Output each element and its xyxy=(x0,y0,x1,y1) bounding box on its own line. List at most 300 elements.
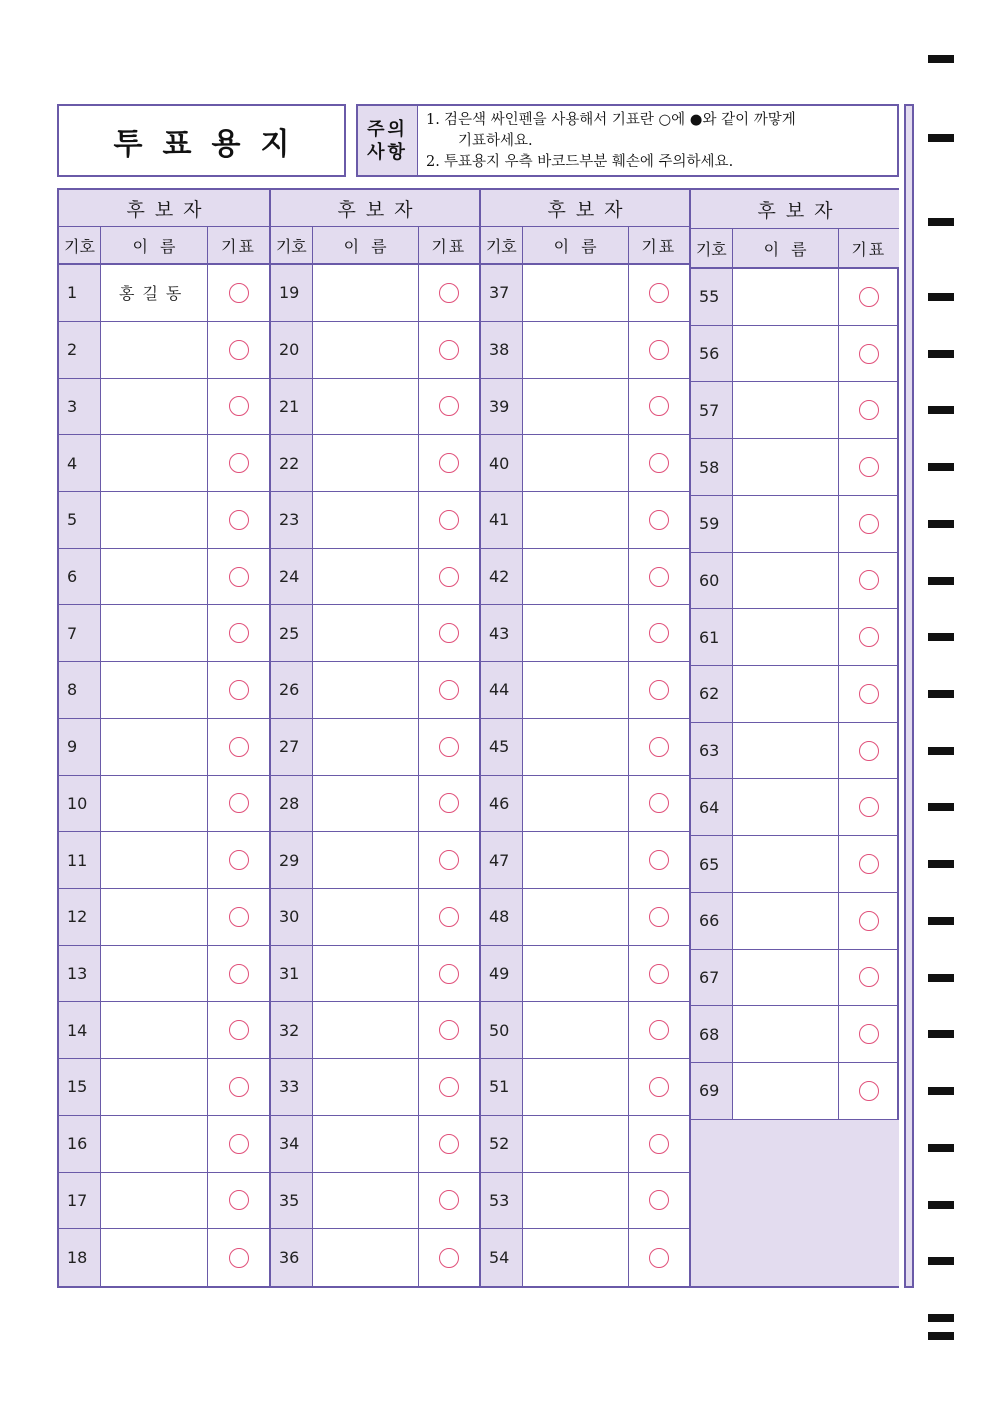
candidate-number: 12 xyxy=(59,889,101,945)
notice-item-2-number: 2. xyxy=(426,154,440,170)
candidate-name xyxy=(101,832,208,888)
candidate-row xyxy=(481,549,689,606)
empty-circle-icon[interactable] xyxy=(859,1024,879,1044)
empty-circle-icon[interactable] xyxy=(229,1077,249,1097)
empty-circle-icon[interactable] xyxy=(439,680,459,700)
mark-cell[interactable] xyxy=(839,1006,899,1062)
mark-cell[interactable] xyxy=(419,549,479,605)
mark-header: 기표 xyxy=(641,236,677,256)
mark-cell[interactable] xyxy=(629,549,689,605)
candidate-number: 28 xyxy=(271,776,313,832)
candidate-number: 27 xyxy=(271,719,313,775)
mark-cell[interactable] xyxy=(629,379,689,435)
mark-cell[interactable] xyxy=(419,1116,479,1172)
mark-cell[interactable] xyxy=(208,1116,269,1172)
candidate-name xyxy=(313,946,419,1002)
empty-circle-icon[interactable] xyxy=(859,400,879,420)
candidate-name xyxy=(101,379,208,435)
mark-cell[interactable] xyxy=(208,492,269,548)
mark-cell[interactable] xyxy=(629,492,689,548)
empty-circle-icon[interactable] xyxy=(859,514,879,534)
empty-shaded-area xyxy=(691,1120,899,1286)
mark-cell[interactable] xyxy=(208,889,269,945)
candidate-name xyxy=(733,893,839,949)
candidate-row xyxy=(481,1002,689,1059)
candidate-row xyxy=(481,1116,689,1173)
mark-cell[interactable] xyxy=(629,1002,689,1058)
mark-cell[interactable] xyxy=(839,666,899,722)
number-header: 기호 xyxy=(271,227,313,263)
empty-circle-icon[interactable] xyxy=(649,907,669,927)
mark-cell[interactable] xyxy=(208,379,269,435)
notice-box xyxy=(356,104,899,177)
barcode-tick-icon xyxy=(928,860,954,868)
candidate-number: 29 xyxy=(271,832,313,888)
empty-circle-icon[interactable] xyxy=(859,854,879,874)
candidate-name xyxy=(523,719,629,775)
candidate-row xyxy=(271,1002,479,1059)
candidate-number: 21 xyxy=(271,379,313,435)
name-header: 이름 xyxy=(101,227,208,263)
barcode-tick-icon xyxy=(928,520,954,528)
empty-circle-icon[interactable] xyxy=(439,1077,459,1097)
empty-circle-icon[interactable] xyxy=(859,967,879,987)
candidate-name xyxy=(733,553,839,609)
candidate-number: 55 xyxy=(691,269,733,325)
candidate-row xyxy=(59,605,269,662)
mark-cell[interactable] xyxy=(208,946,269,1002)
empty-circle-icon[interactable] xyxy=(649,283,669,303)
mark-cell[interactable] xyxy=(629,719,689,775)
mark-cell[interactable] xyxy=(839,950,899,1006)
mark-cell[interactable] xyxy=(419,662,479,718)
empty-circle-icon[interactable] xyxy=(649,1020,669,1040)
candidate-number: 39 xyxy=(481,379,523,435)
empty-circle-icon[interactable] xyxy=(439,737,459,757)
mark-cell[interactable] xyxy=(208,435,269,491)
candidate-row xyxy=(691,893,899,950)
empty-circle-icon[interactable] xyxy=(649,1077,669,1097)
empty-circle-icon[interactable] xyxy=(859,344,879,364)
candidate-name xyxy=(523,832,629,888)
mark-cell[interactable] xyxy=(629,832,689,888)
empty-circle-icon[interactable] xyxy=(439,964,459,984)
candidate-number: 17 xyxy=(59,1173,101,1229)
empty-circle-icon[interactable] xyxy=(439,1248,459,1268)
mark-cell[interactable] xyxy=(839,779,899,835)
empty-circle-icon[interactable] xyxy=(649,964,669,984)
candidate-name xyxy=(101,435,208,491)
empty-circle-icon[interactable] xyxy=(229,510,249,530)
candidate-number: 26 xyxy=(271,662,313,718)
empty-circle-icon[interactable] xyxy=(859,684,879,704)
candidate-row xyxy=(691,950,899,1007)
empty-circle-icon[interactable] xyxy=(439,1020,459,1040)
mark-cell[interactable] xyxy=(839,723,899,779)
empty-circle-icon[interactable] xyxy=(229,964,249,984)
candidate-row xyxy=(271,719,479,776)
candidate-number: 8 xyxy=(59,662,101,718)
candidate-row xyxy=(59,322,269,379)
barcode-tick-icon xyxy=(928,1030,954,1038)
empty-circle-icon[interactable] xyxy=(229,1020,249,1040)
candidate-row xyxy=(59,1116,269,1173)
candidate-name xyxy=(101,662,208,718)
candidate-row xyxy=(59,379,269,436)
candidate-row xyxy=(691,269,899,326)
candidate-name xyxy=(313,1002,419,1058)
empty-circle-icon[interactable] xyxy=(439,793,459,813)
mark-cell[interactable] xyxy=(839,496,899,552)
candidate-name xyxy=(313,605,419,661)
candidate-row xyxy=(271,1059,479,1116)
candidate-name xyxy=(313,549,419,605)
mark-cell[interactable] xyxy=(629,265,689,321)
candidate-number: 13 xyxy=(59,946,101,1002)
candidate-name xyxy=(733,836,839,892)
candidate-row xyxy=(59,832,269,889)
empty-circle-icon[interactable] xyxy=(229,907,249,927)
candidate-number: 51 xyxy=(481,1059,523,1115)
empty-circle-icon[interactable] xyxy=(649,1134,669,1154)
candidate-row xyxy=(691,439,899,496)
candidate-number: 43 xyxy=(481,605,523,661)
mark-cell[interactable] xyxy=(208,1173,269,1229)
group-title: 후보자 xyxy=(481,190,689,227)
number-header: 기호 xyxy=(59,227,101,263)
candidate-row xyxy=(481,719,689,776)
mark-cell[interactable] xyxy=(419,265,479,321)
candidate-rows xyxy=(271,265,479,1286)
candidate-name xyxy=(523,946,629,1002)
mark-cell[interactable] xyxy=(208,605,269,661)
empty-circle-icon[interactable] xyxy=(649,567,669,587)
mark-cell[interactable] xyxy=(839,326,899,382)
candidate-row xyxy=(59,435,269,492)
mark-cell[interactable] xyxy=(839,1063,899,1119)
barcode-tick-icon xyxy=(928,577,954,585)
mark-cell[interactable] xyxy=(629,1173,689,1229)
candidate-number: 30 xyxy=(271,889,313,945)
candidate-number: 5 xyxy=(59,492,101,548)
empty-circle-icon[interactable] xyxy=(649,396,669,416)
empty-circle-icon[interactable] xyxy=(859,570,879,590)
empty-circle-icon[interactable] xyxy=(439,623,459,643)
mark-cell[interactable] xyxy=(419,435,479,491)
candidate-row xyxy=(481,265,689,322)
empty-circle-icon[interactable] xyxy=(859,911,879,931)
candidate-name xyxy=(101,549,208,605)
candidate-number: 54 xyxy=(481,1229,523,1286)
mark-cell[interactable] xyxy=(419,719,479,775)
candidate-row xyxy=(481,776,689,833)
name-header: 이름 xyxy=(733,229,839,267)
mark-cell[interactable] xyxy=(208,662,269,718)
empty-circle-icon[interactable] xyxy=(649,340,669,360)
barcode-tick-icon xyxy=(928,1201,954,1209)
candidate-row xyxy=(271,832,479,889)
candidate-row xyxy=(481,605,689,662)
empty-circle-icon[interactable] xyxy=(859,457,879,477)
mark-cell[interactable] xyxy=(839,382,899,438)
empty-circle-icon[interactable] xyxy=(649,453,669,473)
mark-cell[interactable] xyxy=(419,832,479,888)
candidate-number: 45 xyxy=(481,719,523,775)
empty-circle-icon[interactable] xyxy=(229,1190,249,1210)
empty-circle-icon[interactable] xyxy=(229,1134,249,1154)
mark-cell[interactable] xyxy=(208,1002,269,1058)
empty-circle-icon[interactable] xyxy=(229,623,249,643)
candidate-number: 60 xyxy=(691,553,733,609)
candidate-row xyxy=(271,662,479,719)
empty-circle-icon[interactable] xyxy=(229,1248,249,1268)
empty-circle-icon[interactable] xyxy=(649,623,669,643)
mark-cell[interactable] xyxy=(839,836,899,892)
empty-circle-icon[interactable] xyxy=(859,287,879,307)
barcode-tick-icon xyxy=(928,917,954,925)
empty-circle-icon[interactable] xyxy=(439,850,459,870)
candidate-name xyxy=(313,719,419,775)
mark-cell[interactable] xyxy=(208,1229,269,1286)
empty-circle-icon[interactable] xyxy=(439,283,459,303)
barcode-tick-icon xyxy=(928,218,954,226)
candidate-name xyxy=(523,379,629,435)
candidate-name xyxy=(733,950,839,1006)
mark-cell[interactable] xyxy=(419,1002,479,1058)
candidate-number: 22 xyxy=(271,435,313,491)
mark-cell[interactable] xyxy=(839,553,899,609)
candidate-name xyxy=(733,439,839,495)
mark-cell[interactable] xyxy=(208,549,269,605)
mark-cell[interactable] xyxy=(629,776,689,832)
candidate-row xyxy=(59,946,269,1003)
mark-cell[interactable] xyxy=(419,889,479,945)
candidate-row xyxy=(59,265,269,322)
candidate-rows xyxy=(59,265,269,1286)
empty-circle-icon[interactable] xyxy=(439,907,459,927)
candidate-name xyxy=(523,889,629,945)
candidate-row xyxy=(59,1002,269,1059)
candidate-row xyxy=(271,322,479,379)
empty-circle-icon[interactable] xyxy=(439,453,459,473)
candidate-name: 홍길동 xyxy=(101,265,208,321)
barcode-tick-icon xyxy=(928,1087,954,1095)
candidate-row xyxy=(271,1229,479,1286)
candidate-number: 67 xyxy=(691,950,733,1006)
notice-label-line1: 주의 xyxy=(367,118,408,140)
mark-cell[interactable] xyxy=(629,322,689,378)
empty-circle-icon[interactable] xyxy=(229,453,249,473)
candidate-name xyxy=(523,1173,629,1229)
candidate-number: 16 xyxy=(59,1116,101,1172)
empty-circle-icon[interactable] xyxy=(439,510,459,530)
candidate-name xyxy=(733,382,839,438)
barcode-tick-icon xyxy=(928,690,954,698)
candidate-row xyxy=(59,492,269,549)
candidate-row xyxy=(481,662,689,719)
candidate-name xyxy=(313,889,419,945)
mark-cell[interactable] xyxy=(419,1173,479,1229)
empty-circle-icon[interactable] xyxy=(649,793,669,813)
candidate-name xyxy=(733,1063,839,1119)
candidate-row xyxy=(481,889,689,946)
empty-circle-icon[interactable] xyxy=(859,797,879,817)
empty-circle-icon[interactable] xyxy=(439,567,459,587)
mark-header: 기표 xyxy=(851,239,887,259)
candidate-name xyxy=(523,549,629,605)
empty-circle-icon[interactable] xyxy=(229,396,249,416)
empty-circle-icon[interactable] xyxy=(649,1248,669,1268)
candidate-row xyxy=(59,776,269,833)
candidate-number: 52 xyxy=(481,1116,523,1172)
empty-circle-icon[interactable] xyxy=(229,340,249,360)
name-header: 이름 xyxy=(523,227,629,263)
empty-circle-icon[interactable] xyxy=(859,627,879,647)
candidate-number: 25 xyxy=(271,605,313,661)
barcode-tick-icon xyxy=(928,350,954,358)
mark-cell[interactable] xyxy=(208,322,269,378)
mark-cell[interactable] xyxy=(629,1059,689,1115)
candidate-number: 68 xyxy=(691,1006,733,1062)
candidate-row xyxy=(691,326,899,383)
candidate-name xyxy=(313,435,419,491)
candidate-name xyxy=(313,1059,419,1115)
barcode-tick-icon xyxy=(928,55,954,63)
candidate-row xyxy=(271,492,479,549)
candidate-row xyxy=(481,379,689,436)
name-header: 이름 xyxy=(313,227,419,263)
candidate-number: 64 xyxy=(691,779,733,835)
mark-cell[interactable] xyxy=(629,946,689,1002)
candidate-number: 9 xyxy=(59,719,101,775)
empty-circle-icon[interactable] xyxy=(229,793,249,813)
candidate-name xyxy=(523,435,629,491)
candidate-number: 32 xyxy=(271,1002,313,1058)
candidate-name xyxy=(523,492,629,548)
candidate-name xyxy=(523,1229,629,1286)
candidate-number: 57 xyxy=(691,382,733,438)
mark-cell[interactable] xyxy=(839,439,899,495)
candidate-number: 59 xyxy=(691,496,733,552)
candidate-name xyxy=(101,946,208,1002)
column-header-row xyxy=(691,229,899,269)
candidate-row xyxy=(481,1173,689,1230)
mark-cell[interactable] xyxy=(208,719,269,775)
candidate-number: 56 xyxy=(691,326,733,382)
candidate-name xyxy=(313,662,419,718)
mark-cell[interactable] xyxy=(629,662,689,718)
empty-circle-icon[interactable] xyxy=(439,1134,459,1154)
candidate-name xyxy=(733,609,839,665)
mark-cell[interactable] xyxy=(419,946,479,1002)
mark-cell[interactable] xyxy=(419,776,479,832)
mark-cell[interactable] xyxy=(208,265,269,321)
candidate-number: 3 xyxy=(59,379,101,435)
candidate-number: 14 xyxy=(59,1002,101,1058)
candidate-number: 44 xyxy=(481,662,523,718)
empty-circle-icon[interactable] xyxy=(439,340,459,360)
candidate-name xyxy=(101,492,208,548)
candidate-name xyxy=(313,379,419,435)
candidate-row xyxy=(271,1173,479,1230)
candidate-number: 58 xyxy=(691,439,733,495)
mark-cell[interactable] xyxy=(629,435,689,491)
empty-circle-icon[interactable] xyxy=(229,680,249,700)
candidate-row xyxy=(59,1229,269,1286)
mark-cell[interactable] xyxy=(839,269,899,325)
candidate-name xyxy=(313,776,419,832)
candidate-row xyxy=(691,1006,899,1063)
mark-header: 기표 xyxy=(431,236,467,256)
barcode-tick-icon xyxy=(928,406,954,414)
mark-cell[interactable] xyxy=(629,605,689,661)
mark-cell[interactable] xyxy=(208,1059,269,1115)
candidate-name xyxy=(523,265,629,321)
mark-cell[interactable] xyxy=(419,1229,479,1286)
mark-cell[interactable] xyxy=(208,776,269,832)
mark-cell[interactable] xyxy=(419,1059,479,1115)
empty-circle-icon[interactable] xyxy=(649,680,669,700)
title-box xyxy=(57,104,346,177)
candidate-number: 48 xyxy=(481,889,523,945)
candidate-number: 37 xyxy=(481,265,523,321)
empty-circle-icon[interactable] xyxy=(229,850,249,870)
empty-circle-icon[interactable] xyxy=(649,737,669,757)
candidate-name xyxy=(523,1116,629,1172)
candidate-row xyxy=(481,1229,689,1286)
mark-cell[interactable] xyxy=(419,605,479,661)
candidate-name xyxy=(733,326,839,382)
candidate-number: 53 xyxy=(481,1173,523,1229)
mark-cell[interactable] xyxy=(839,609,899,665)
empty-circle-icon[interactable] xyxy=(229,283,249,303)
empty-circle-icon[interactable] xyxy=(649,1190,669,1210)
candidate-row xyxy=(481,435,689,492)
candidate-row xyxy=(59,1059,269,1116)
empty-circle-icon[interactable] xyxy=(649,850,669,870)
mark-cell[interactable] xyxy=(419,322,479,378)
mark-cell[interactable] xyxy=(839,893,899,949)
candidate-name xyxy=(313,492,419,548)
side-strip xyxy=(904,104,914,1288)
candidate-name xyxy=(733,269,839,325)
mark-cell[interactable] xyxy=(629,1116,689,1172)
empty-circle-icon[interactable] xyxy=(439,1190,459,1210)
mark-cell[interactable] xyxy=(419,379,479,435)
candidate-number: 34 xyxy=(271,1116,313,1172)
empty-circle-icon[interactable] xyxy=(859,741,879,761)
empty-circle-icon[interactable] xyxy=(229,737,249,757)
empty-circle-icon[interactable] xyxy=(229,567,249,587)
candidate-name xyxy=(101,889,208,945)
candidate-number: 49 xyxy=(481,946,523,1002)
candidate-number: 20 xyxy=(271,322,313,378)
mark-cell[interactable] xyxy=(629,1229,689,1286)
empty-circle-icon[interactable] xyxy=(649,510,669,530)
candidate-row xyxy=(691,1063,899,1120)
mark-cell[interactable] xyxy=(208,832,269,888)
mark-cell[interactable] xyxy=(629,889,689,945)
empty-circle-icon[interactable] xyxy=(859,1081,879,1101)
candidate-row xyxy=(691,382,899,439)
mark-cell[interactable] xyxy=(419,492,479,548)
candidate-number: 4 xyxy=(59,435,101,491)
candidate-row xyxy=(271,605,479,662)
candidate-name xyxy=(523,1002,629,1058)
candidate-name xyxy=(101,605,208,661)
empty-circle-icon[interactable] xyxy=(439,396,459,416)
number-header: 기호 xyxy=(481,227,523,263)
